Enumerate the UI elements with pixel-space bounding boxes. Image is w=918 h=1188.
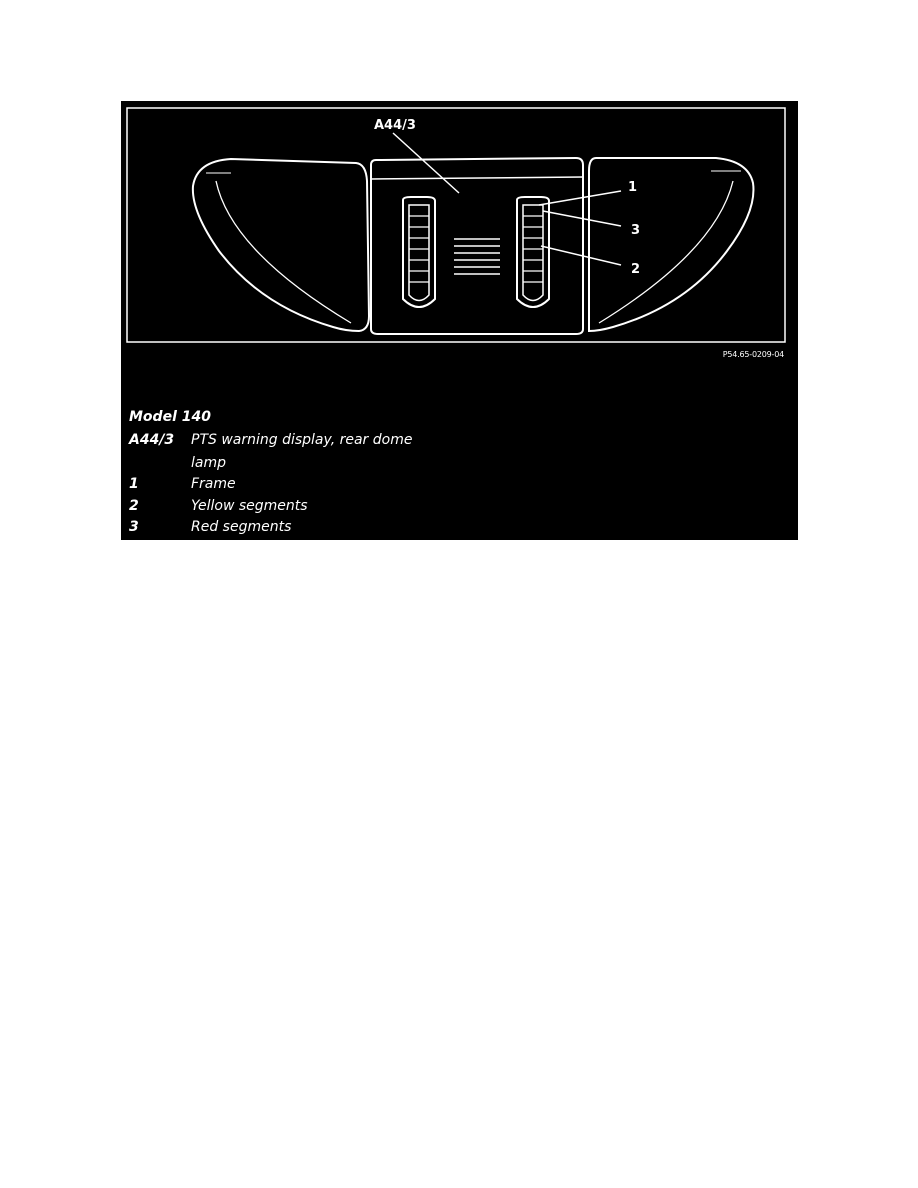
- callout-1: 1: [628, 180, 638, 195]
- legend-code: 2: [129, 498, 139, 514]
- callout-a44-3: A44/3: [374, 118, 416, 133]
- legend-desc: lamp: [191, 455, 226, 471]
- legend-desc: PTS warning display, rear dome: [191, 432, 413, 448]
- legend-desc: Red segments: [191, 519, 292, 535]
- legend-code: 1: [129, 476, 139, 492]
- legend-desc: Yellow segments: [191, 498, 308, 514]
- legend-code: 3: [129, 519, 139, 535]
- legend-desc: Frame: [191, 476, 236, 492]
- part-code: P54.65-0209-04: [722, 350, 784, 359]
- figure-panel: [121, 101, 798, 540]
- caption: [121, 101, 798, 540]
- legend-code: A44/3: [129, 432, 175, 448]
- caption-title: Model 140: [129, 409, 211, 425]
- callout-2: 2: [631, 262, 641, 277]
- callout-3: 3: [631, 223, 641, 238]
